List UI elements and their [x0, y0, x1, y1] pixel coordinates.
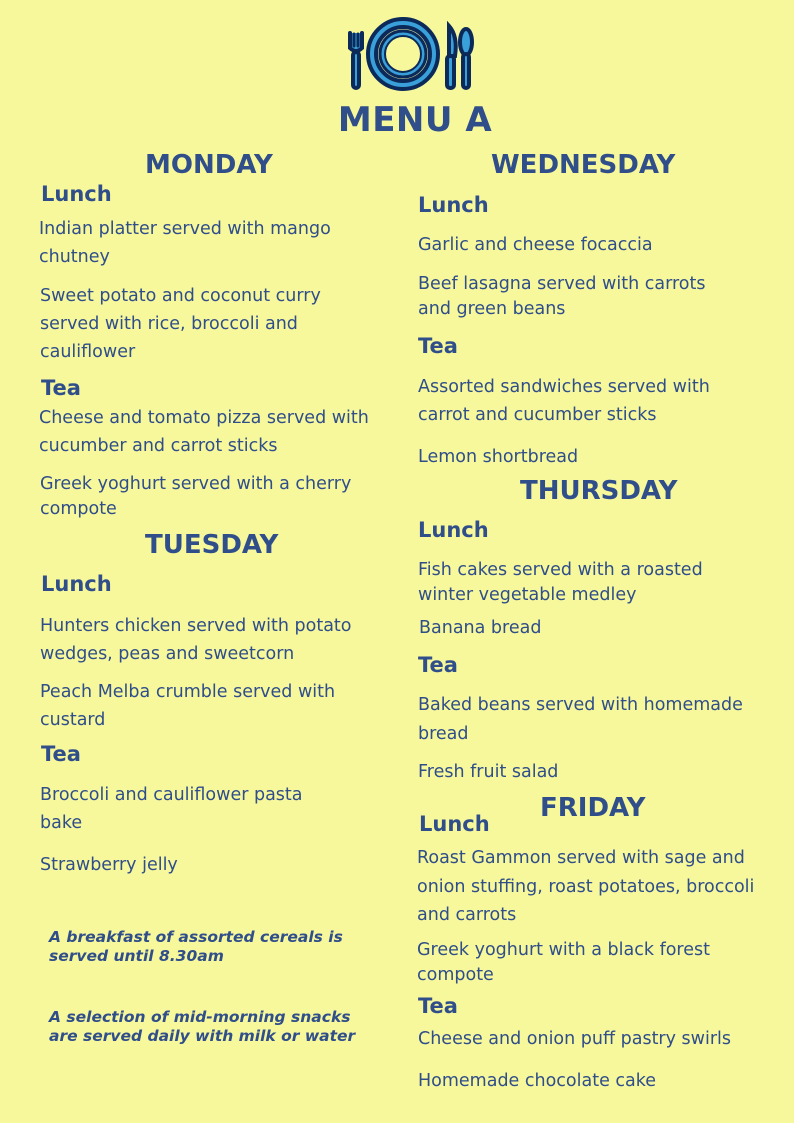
page-title: MENU A [337, 100, 493, 140]
menu-item: Greek yoghurt served with a cherry compote [40, 474, 352, 519]
menu-item: Beef lasagna served with carrots and green beans [418, 274, 706, 319]
menu-item: Fish cakes served with a roasted winter vegetable medley [418, 560, 703, 605]
menu-item: Indian platter served with mango chutney [39, 219, 331, 267]
meal-label-tea: Tea [41, 376, 81, 400]
meal-label-lunch: Lunch [418, 193, 489, 217]
note-breakfast: A breakfast of assorted cereals is served until 8.30am [49, 928, 343, 965]
menu-item: Banana bread [419, 618, 542, 638]
meal-label-lunch: Lunch [41, 572, 112, 596]
menu-item: Cheese and onion puff pastry swirls [418, 1029, 732, 1049]
plate-cutlery-icon [345, 16, 475, 92]
menu-item: Peach Melba crumble served with custard [40, 682, 336, 730]
note-snacks: A selection of mid-morning snacks are served daily with milk or water [49, 1008, 356, 1045]
menu-item: Homemade chocolate cake [418, 1071, 657, 1091]
menu-item: Assorted sandwiches served with carrot and cucumber sticks [418, 377, 710, 425]
menu-item: Lemon shortbread [418, 447, 579, 467]
day-heading-tuesday: TUESDAY [145, 530, 279, 560]
meal-label-tea: Tea [41, 742, 81, 766]
day-heading-friday: FRIDAY [540, 793, 646, 823]
day-heading-thursday: THURSDAY [520, 476, 678, 506]
day-heading-monday: MONDAY [145, 150, 273, 180]
meal-label-lunch: Lunch [418, 518, 489, 542]
meal-label-lunch: Lunch [41, 182, 112, 206]
menu-item: Sweet potato and coconut curry served with rice, broccoli and cauliflower [40, 286, 321, 362]
menu-item: Roast Gammon served with sage and onion stuffing, roast potatoes, broccoli and carrots [417, 848, 755, 925]
menu-item: Broccoli and cauliflower pasta bake [40, 785, 303, 833]
menu-item: Cheese and tomato pizza served with cucumber and carrot sticks [39, 408, 369, 456]
day-heading-wednesday: WEDNESDAY [491, 150, 676, 180]
meal-label-tea: Tea [418, 653, 458, 677]
menu-item: Fresh fruit salad [418, 762, 559, 782]
menu-item: Hunters chicken served with potato wedges, peas and sweetcorn [40, 616, 352, 664]
menu-item: Greek yoghurt with a black forest compote [417, 940, 710, 985]
meal-label-lunch: Lunch [419, 812, 490, 836]
menu-item: Baked beans served with homemade bread [418, 695, 743, 744]
meal-label-tea: Tea [418, 994, 458, 1018]
meal-label-tea: Tea [418, 334, 458, 358]
menu-item: Garlic and cheese focaccia [418, 235, 653, 255]
menu-item: Strawberry jelly [40, 855, 178, 875]
